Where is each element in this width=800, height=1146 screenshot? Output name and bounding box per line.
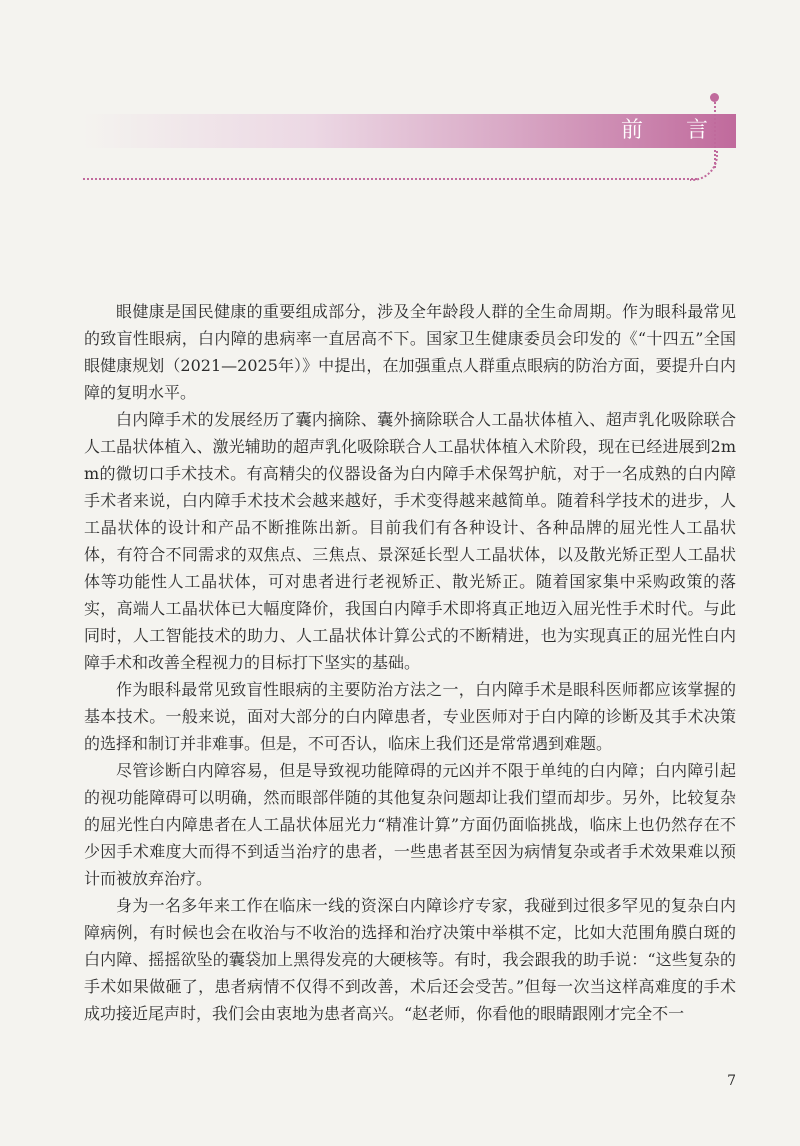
page-number: 7	[727, 1073, 736, 1089]
paragraph: 作为眼科最常见致盲性眼病的主要防治方法之一，白内障手术是眼科医师都应该掌握的基本技术。一般来说，面对大部分的白内障患者，专业医师对于白内障的诊断及其手术决策的选择和制订并非难事。但是，不可否认，临床上我们还是常常遇到难题。	[84, 680, 736, 753]
paragraph: 眼健康是国民健康的重要组成部分，涉及全年龄段人群的全生命周期。作为眼科最常见的致盲性眼病，白内障的患病率一直居高不下。国家卫生健康委员会印发的《“十四五”全国眼健康规划（2021—2025年）》中提出，在加强重点人群重点眼病的防治方面，要提升白内障的复明水平。	[84, 302, 736, 402]
paragraph: 身为一名多年来工作在临床一线的资深白内障诊疗专家，我碰到过很多罕见的复杂白内障病例，有时候也会在收治与不收治的选择和治疗决策中举棋不定，比如大范围角膜白斑的白内障、摇摇欲坠的囊袋加上黑得发亮的大硬核等。有时，我会跟我的助手说：“这些复杂的手术如果做砸了，患者病情不仅得不到改善，术后还会受苦。”但每一次当这样高难度的手术成功接近尾声时，我们会由衷地为患者高兴。“赵老师，你看他的眼睛跟刚才完全不一	[84, 896, 736, 1023]
chapter-title: 前 言	[621, 118, 726, 143]
paragraph: 白内障手术的发展经历了囊内摘除、囊外摘除联合人工晶状体植入、超声乳化吸除联合人工晶状体植入、激光辅助的超声乳化吸除联合人工晶状体植入术阶段，现在已经进展到2mm的微切口手术技术。有高精尖的仪器设备为白内障手术保驾护航，对于一名成熟的白内障手术者来说，白内障手术技术会越来越好，手术变得越来越简单。随着科学技术的进步，人工晶状体的设计和产品不断推陈出新。目前我们有各种设计、各种品牌的屈光性人工晶状体，有符合不同需求的双焦点、三焦点、景深延长型人工晶状体，以及散光矫正型人工晶状体等功能性人工晶状体，可对患者进行老视矫正、散光矫正。随着国家集中采购政策的落实，高端人工晶状体已大幅度降价，我国白内障手术即将真正地迈入屈光性手术时代。与此同时，人工智能技术的助力、人工晶状体计算公式的不断精进，也为实现真正的屈光性白内障手术和改善全程视力的目标打下坚实的基础。	[84, 410, 736, 672]
header-decoration-dotted-line	[83, 178, 697, 180]
header-decoration-curve	[690, 150, 718, 181]
body-text	[84, 298, 736, 1027]
paragraph: 尽管诊断白内障容易，但是导致视功能障碍的元凶并不限于单纯的白内障；白内障引起的视功能障碍可以明确，然而眼部伴随的其他复杂问题却让我们望而却步。另外，比较复杂的屈光性白内障患者在人工晶状体屈光力“精准计算”方面仍面临挑战，临床上也仍然存在不少因手术难度大而得不到适当治疗的患者，一些患者甚至因为病情复杂或者手术效果难以预计而被放弃治疗。	[84, 761, 736, 888]
chapter-header-band	[83, 114, 736, 148]
